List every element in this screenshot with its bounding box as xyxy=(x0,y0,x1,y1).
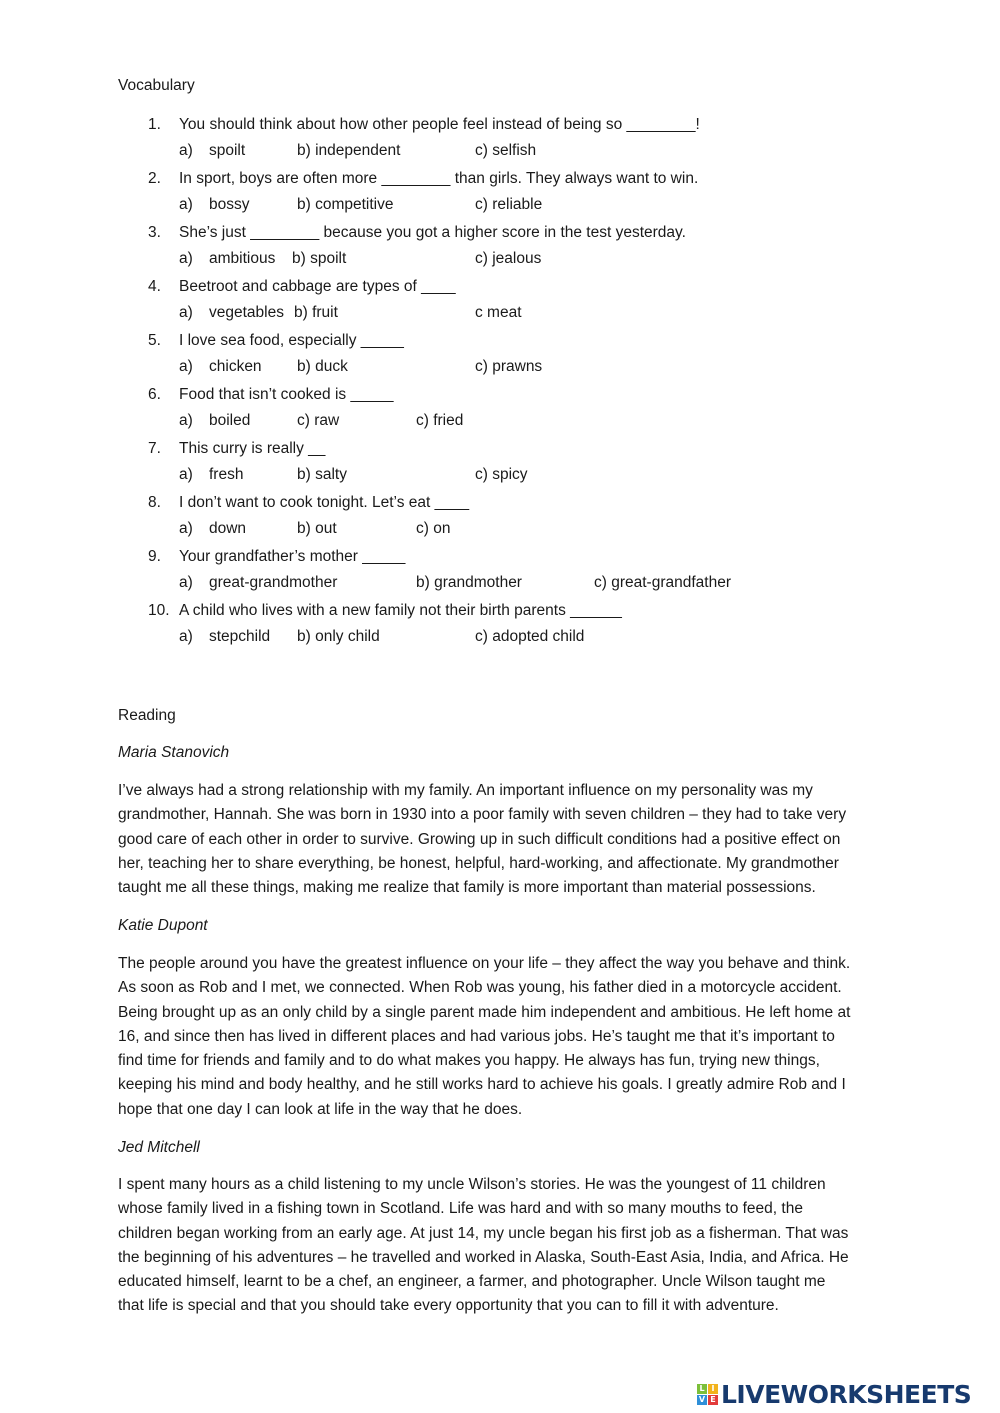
vocabulary-question xyxy=(0,440,1000,494)
question-number: 4. xyxy=(148,278,161,295)
question-number: 9. xyxy=(148,548,161,565)
reading-paragraph xyxy=(118,779,846,900)
option-a-label: a) xyxy=(179,358,193,375)
paragraph-line: hope that one day I can look at life in the way that he does. xyxy=(118,1100,523,1118)
liveworksheets-logo xyxy=(697,1380,971,1409)
vocabulary-question xyxy=(0,278,1000,332)
paragraph-line: Being brought up as an only child by a single parent made him independent and ambitious. He left home at xyxy=(118,1003,851,1021)
paragraph-line: As soon as Rob and I met, we connected. When Rob was young, his father died in a motorcycle accident. xyxy=(118,979,842,997)
paragraph-line: keeping his mind and body healthy, and he still works hard to achieve his goals. I greatly admire Rob and I xyxy=(118,1076,846,1094)
vocabulary-question xyxy=(0,332,1000,386)
option-a: boiled xyxy=(209,412,251,429)
option-c: c) prawns xyxy=(475,358,543,375)
option-a-label: a) xyxy=(179,304,193,321)
paragraph-line: 16, and since then has lived in different places and had various jobs. He’s taught me that it’s important to xyxy=(118,1027,835,1045)
question-text: I don’t want to cook tonight. Let’s eat ____ xyxy=(179,494,470,511)
option-b: b) out xyxy=(297,520,337,537)
cube-l: L xyxy=(697,1384,707,1394)
question-number: 8. xyxy=(148,494,161,511)
logo-cubes-icon xyxy=(697,1384,718,1405)
question-text: A child who lives with a new family not their birth parents ______ xyxy=(179,602,622,619)
paragraph-line: taught me all these things, making me realize that family is more important than material possessions. xyxy=(118,879,816,897)
vocabulary-question xyxy=(0,224,1000,278)
option-a-label: a) xyxy=(179,628,193,645)
question-text: Your grandfather’s mother _____ xyxy=(179,548,406,565)
question-number: 5. xyxy=(148,332,161,349)
option-a-label: a) xyxy=(179,574,193,591)
option-c: c) on xyxy=(416,520,451,537)
question-text: Beetroot and cabbage are types of ____ xyxy=(179,278,456,295)
option-a: fresh xyxy=(209,466,244,483)
reading-heading: Reading xyxy=(118,707,176,724)
option-a: down xyxy=(209,520,247,537)
option-a-label: a) xyxy=(179,142,193,159)
paragraph-line: The people around you have the greatest influence on your life – they affect the way you behave and think. xyxy=(118,955,851,972)
vocabulary-question xyxy=(0,170,1000,224)
question-text: In sport, boys are often more ________ than girls. They always want to win. xyxy=(179,170,699,187)
option-c: c) spicy xyxy=(475,466,528,483)
option-a-label: a) xyxy=(179,520,193,537)
reading-paragraph xyxy=(118,952,850,1122)
option-c: c) adopted child xyxy=(475,628,585,645)
option-a: spoilt xyxy=(209,142,246,159)
option-a-label: a) xyxy=(179,412,193,429)
question-number: 6. xyxy=(148,386,161,403)
option-b: b) grandmother xyxy=(416,574,522,591)
paragraph-line: the beginning of his adventures – he travelled and worked in Alaska, South-East Asia, India, and Africa. He xyxy=(118,1248,849,1266)
option-b: b) independent xyxy=(297,142,401,159)
question-text: You should think about how other people feel instead of being so ________! xyxy=(179,116,700,133)
option-a: vegetables xyxy=(209,304,284,321)
option-a-label: a) xyxy=(179,466,193,483)
paragraph-line: grandmother, Hannah. She was born in 1930 into a poor family with seven children – they had to take very xyxy=(118,806,847,824)
question-text: Food that isn’t cooked is _____ xyxy=(179,386,394,403)
option-c: c) great-grandfather xyxy=(594,574,731,591)
question-number: 1. xyxy=(148,116,161,133)
option-b: c) raw xyxy=(297,412,340,429)
option-a: great-grandmother xyxy=(209,574,338,591)
option-b: b) fruit xyxy=(294,304,338,321)
paragraph-line: good care of each other in order to survive. Growing up in such difficult conditions had a positive effect on xyxy=(118,830,841,848)
vocabulary-question xyxy=(0,494,1000,548)
paragraph-line: that life is special and that you should take every opportunity that you can to fill it with adventure. xyxy=(118,1297,779,1315)
paragraph-line: I’ve always had a strong relationship with my family. An important influence on my personality was my xyxy=(118,782,813,799)
author-name: Maria Stanovich xyxy=(118,744,230,761)
cube-i: I xyxy=(708,1384,718,1394)
cube-v: V xyxy=(698,1395,706,1404)
author-name: Jed Mitchell xyxy=(118,1139,200,1156)
question-text: This curry is really __ xyxy=(179,440,326,457)
paragraph-line: I spent many hours as a child listening to my uncle Wilson’s stories. He was the youngest of 11 children xyxy=(118,1176,826,1193)
option-a-label: a) xyxy=(179,250,193,267)
question-number: 7. xyxy=(148,440,161,457)
cube-e: E xyxy=(708,1395,718,1405)
question-number: 10. xyxy=(148,602,170,619)
option-c: c meat xyxy=(475,304,522,321)
logo-text: LIVEWORKSHEETS xyxy=(721,1380,972,1409)
option-b: b) competitive xyxy=(297,196,394,213)
option-a-label: a) xyxy=(179,196,193,213)
paragraph-line: educated himself, learnt to be a chef, an engineer, a farmer, and photographer. Uncle Wilson taught me xyxy=(118,1273,826,1291)
vocabulary-question xyxy=(0,386,1000,440)
option-b: b) duck xyxy=(297,358,348,375)
option-b: b) salty xyxy=(297,466,347,483)
question-number: 3. xyxy=(148,224,161,241)
vocabulary-heading: Vocabulary xyxy=(118,77,195,94)
vocabulary-question xyxy=(0,116,1000,170)
option-c: c) reliable xyxy=(475,196,543,213)
option-c: c) fried xyxy=(416,412,464,429)
option-c: c) jealous xyxy=(475,250,542,267)
reading-paragraph xyxy=(118,1173,849,1319)
vocabulary-question xyxy=(0,602,1000,656)
paragraph-line: whose family lived in a fishing town in Scotland. Life was hard and with so many mouths to feed, the xyxy=(118,1200,803,1218)
question-number: 2. xyxy=(148,170,161,187)
paragraph-line: find time for friends and family and to do what makes you happy. He always has fun, trying new things, xyxy=(118,1052,820,1070)
option-a: stepchild xyxy=(209,628,271,645)
option-b: b) spoilt xyxy=(292,250,347,267)
paragraph-line: children began working from an early age. At just 14, my uncle began his first job as a fisherman. That was xyxy=(118,1224,849,1242)
option-a: bossy xyxy=(209,196,250,213)
option-a: chicken xyxy=(209,358,262,375)
option-c: c) selfish xyxy=(475,142,537,159)
paragraph-line: her, teaching her to share everything, be honest, helpful, hard-working, and affectionate. My grandmother xyxy=(118,854,839,872)
option-a: ambitious xyxy=(209,250,276,267)
question-text: She’s just ________ because you got a higher score in the test yesterday. xyxy=(179,224,686,241)
question-text: I love sea food, especially _____ xyxy=(179,332,404,349)
author-name: Katie Dupont xyxy=(118,917,208,934)
vocabulary-question xyxy=(0,548,1000,602)
option-b: b) only child xyxy=(297,628,380,645)
